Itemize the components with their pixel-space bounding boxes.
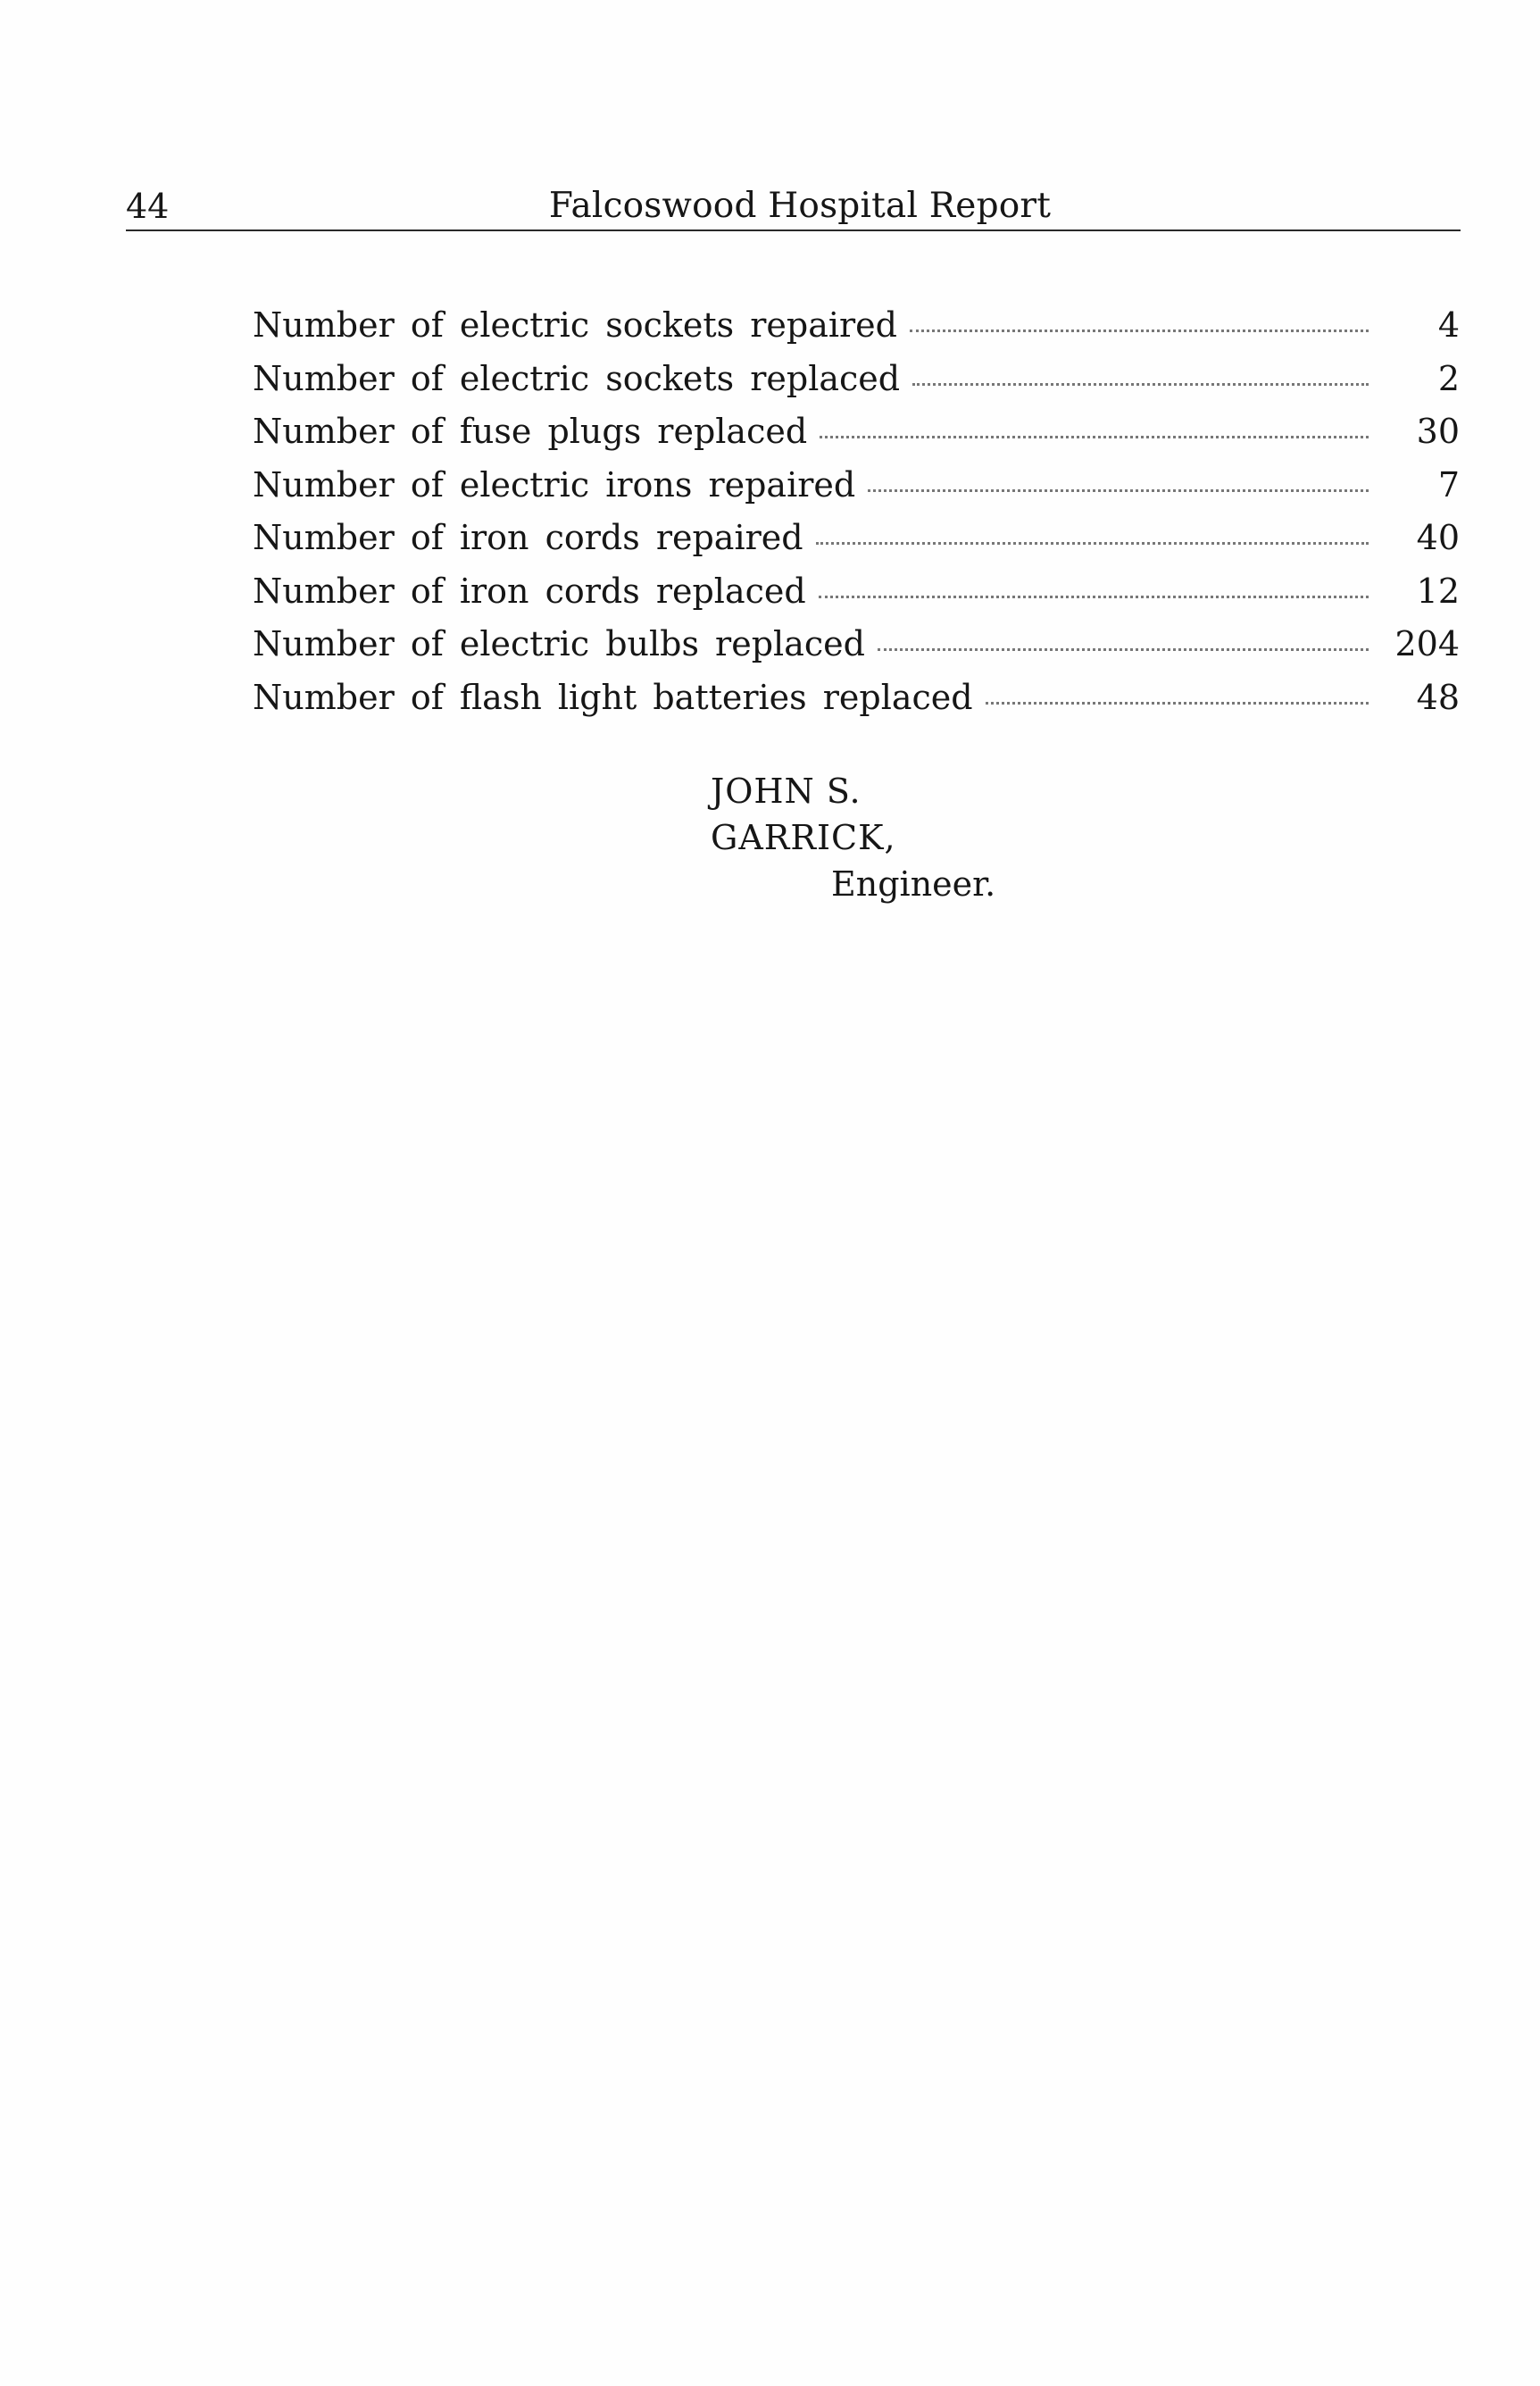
running-head: Falcoswood Hospital Report: [548, 186, 1052, 226]
tally-value: 204: [1394, 624, 1460, 663]
tally-label: Number of fuse plugs replaced: [253, 412, 808, 451]
tally-value: 2: [1437, 358, 1460, 398]
dot-leader: [910, 328, 1369, 332]
tally-label: Number of iron cords repaired: [253, 518, 803, 557]
tally-row: [253, 299, 1465, 353]
tally-row: [253, 459, 1465, 513]
tally-label: Number of flash light batteries replaced: [253, 677, 973, 717]
dot-leader: [819, 594, 1369, 598]
page-header: [126, 183, 1461, 231]
page-number: 44: [126, 187, 170, 226]
tally-value: 40: [1416, 518, 1460, 557]
tally-value: 4: [1437, 305, 1460, 345]
tally-value: 30: [1416, 412, 1460, 451]
dot-leader: [820, 434, 1369, 438]
tally-row: [253, 512, 1465, 565]
signature-block: [625, 768, 1036, 907]
tally-value: 48: [1416, 677, 1460, 717]
tally-value: 7: [1437, 464, 1460, 505]
tally-row: [253, 672, 1465, 725]
tally-label: Number of electric sockets replaced: [253, 358, 901, 398]
dot-leader: [816, 540, 1369, 545]
tally-label: Number of electric sockets repaired: [253, 305, 897, 345]
tally-value: 12: [1416, 571, 1460, 611]
dot-leader: [986, 700, 1369, 705]
tally-label: Number of electric bulbs replaced: [253, 624, 865, 663]
signer-title: Engineer.: [831, 864, 996, 904]
tally-row: [253, 618, 1465, 672]
dot-leader: [878, 647, 1369, 651]
tally-row: [253, 565, 1465, 619]
tally-row: [253, 353, 1465, 406]
repairs-tally-list: [253, 299, 1465, 724]
tally-label: Number of iron cords replaced: [253, 571, 806, 611]
dot-leader: [868, 488, 1369, 492]
tally-row: [253, 405, 1465, 459]
tally-label: Number of electric irons repaired: [253, 464, 856, 505]
signer-name: JOHN S. GARRICK,: [711, 772, 896, 857]
dot-leader: [912, 381, 1369, 386]
